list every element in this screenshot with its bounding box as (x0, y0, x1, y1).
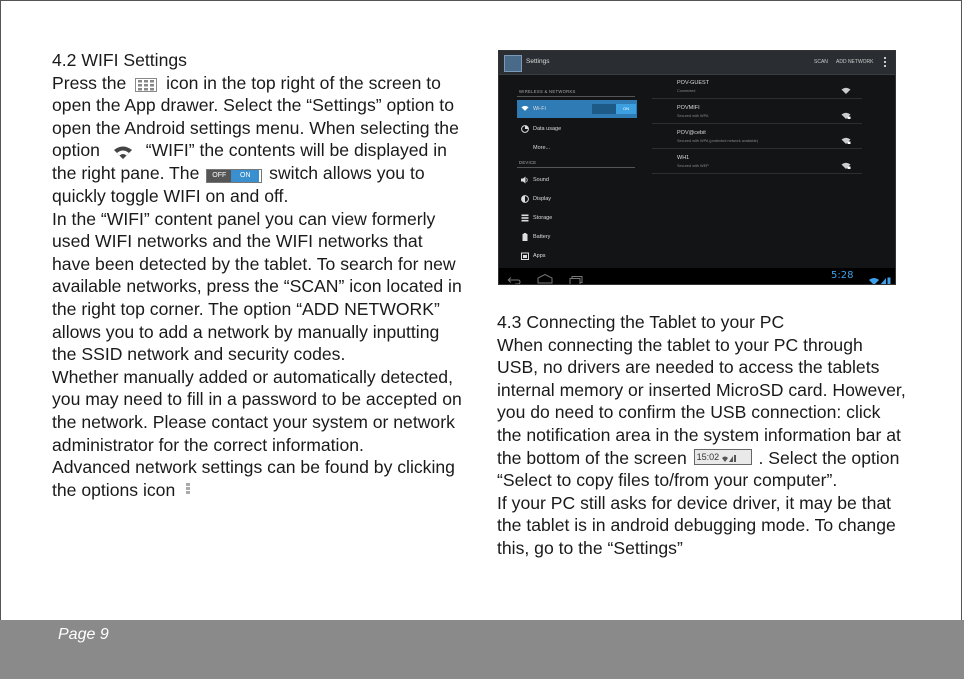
wifi-icon (113, 143, 133, 157)
settings-app-icon (504, 55, 522, 72)
action-bar (499, 51, 895, 75)
text-span: Advanced network settings can be found by clicking the options icon (52, 457, 455, 500)
network-item[interactable] (652, 124, 862, 149)
network-name: WH1 (677, 155, 690, 161)
wifi-toggle[interactable] (592, 104, 636, 114)
sidebar-item-more[interactable] (517, 139, 637, 157)
sidebar-item-wifi[interactable] (517, 100, 637, 118)
overflow-menu-icon[interactable] (884, 57, 886, 68)
status-bar-time: 15:02 (696, 451, 720, 462)
sound-icon (521, 176, 529, 184)
section-heading-wifi: 4.2 WIFI Settings (52, 50, 187, 70)
battery-icon (521, 233, 529, 241)
display-icon (521, 195, 529, 203)
network-status: Secured with WPA (677, 114, 709, 118)
network-name: POVMIFI (677, 105, 700, 111)
settings-sidebar (499, 74, 644, 264)
right-column (497, 311, 907, 560)
wifi-signal-lock-icon (841, 132, 851, 140)
data-usage-icon (521, 125, 529, 133)
network-status: Secured with WPA (protected network available) (677, 139, 758, 143)
sidebar-item-sound[interactable] (517, 171, 637, 189)
text-span: Press the (52, 72, 127, 93)
category-device: DEVICE (519, 160, 537, 165)
sidebar-item-label: Sound (533, 177, 549, 183)
text-span: switch allows you to quickly toggle WIFI on and off. (52, 162, 425, 206)
page-footer (0, 620, 964, 679)
network-name: POV@cebit (677, 130, 706, 136)
sidebar-item-label: Wi-Fi (533, 106, 546, 112)
wifi-signal-lock-icon (841, 107, 851, 115)
recent-apps-icon[interactable] (569, 272, 583, 281)
network-status: Secured with WEP (677, 164, 709, 168)
text-span: icon in the top right of the screen to open the App drawer. Select the “Settings” option to open the Android settings menu. When selecting the option (52, 72, 459, 161)
connecting-paragraph-2: If your PC still asks for device driver, it may be that the tablet is in android debugging mode. To change this, go to the “Settings” (497, 492, 896, 558)
switch-on-label: ON (231, 170, 259, 182)
network-item[interactable] (652, 74, 862, 99)
sidebar-item-data-usage[interactable] (517, 120, 637, 138)
text-span: . Select the option “Select to copy files to/from your computer”. (497, 447, 900, 491)
sidebar-item-display[interactable] (517, 190, 637, 208)
sidebar-item-battery[interactable] (517, 228, 637, 246)
network-status: Connected (677, 89, 696, 93)
app-drawer-icon (135, 75, 157, 89)
status-icons[interactable] (869, 272, 891, 280)
wifi-paragraph-4 (52, 456, 462, 501)
storage-icon (521, 214, 529, 222)
toggle-on-label: ON (616, 104, 636, 114)
sidebar-item-storage[interactable] (517, 209, 637, 227)
back-icon[interactable] (507, 272, 521, 280)
wifi-paragraph-1 (52, 72, 462, 208)
switch-off-label: OFF (207, 170, 231, 182)
home-icon[interactable] (537, 271, 553, 281)
page-number: Page 9 (58, 626, 109, 643)
sidebar-item-label: More... (533, 145, 551, 151)
text-span: “WIFI” the contents will be displayed in the right pane. The (52, 140, 447, 183)
action-bar-title: Settings (526, 58, 550, 65)
system-nav-bar (499, 268, 895, 284)
apps-icon (521, 252, 529, 260)
sidebar-item-label: Data usage (533, 126, 562, 132)
network-item[interactable] (652, 99, 862, 124)
sidebar-item-label: Battery (533, 234, 551, 240)
wifi-paragraph-2: In the “WIFI” content panel you can view formerly used WIFI networks and the WIFI networks that have been detected by the tablet. To search for new available networks, press the “SCAN” icon located in the right top corner. The option “ADD NETWORK” allows you to add a network by manually inputting the SSID network and security codes. (52, 208, 462, 365)
sidebar-item-label: Apps (533, 253, 546, 259)
category-wireless: WIRELESS & NETWORKS (519, 89, 576, 94)
text-span: When connecting the tablet to your PC through USB, no drivers are needed to access the tablets internal memory or inserted MicroSD card. However, you do need to confirm the USB connection: click the notification area in the system information bar at the bottom of the screen (497, 334, 906, 468)
options-icon (184, 482, 192, 498)
wifi-icon (521, 105, 529, 113)
wifi-signal-lock-icon (841, 157, 851, 165)
status-clock[interactable]: 5:28 (831, 270, 854, 281)
network-item[interactable] (652, 149, 862, 174)
connecting-paragraph-1 (497, 334, 907, 492)
section-heading-connecting: 4.3 Connecting the Tablet to your PC (497, 312, 785, 332)
wifi-signal-icon (841, 82, 851, 90)
network-name: POV-GUEST (677, 80, 710, 86)
divider (517, 96, 635, 97)
settings-screenshot (498, 50, 896, 285)
status-bar-icon (694, 449, 752, 465)
off-on-switch-icon (206, 169, 262, 183)
sidebar-item-label: Storage (533, 215, 553, 221)
wifi-paragraph-3: Whether manually added or automatically detected, you may need to fill in a password to be accepted on the network. Please contact your system or network administrator for the correct information. (52, 366, 462, 455)
left-column (52, 49, 462, 501)
scan-button[interactable]: SCAN (814, 59, 828, 65)
add-network-button[interactable]: ADD NETWORK (836, 59, 874, 65)
divider (517, 167, 635, 168)
sidebar-item-apps[interactable] (517, 247, 637, 265)
sidebar-item-label: Display (533, 196, 552, 202)
